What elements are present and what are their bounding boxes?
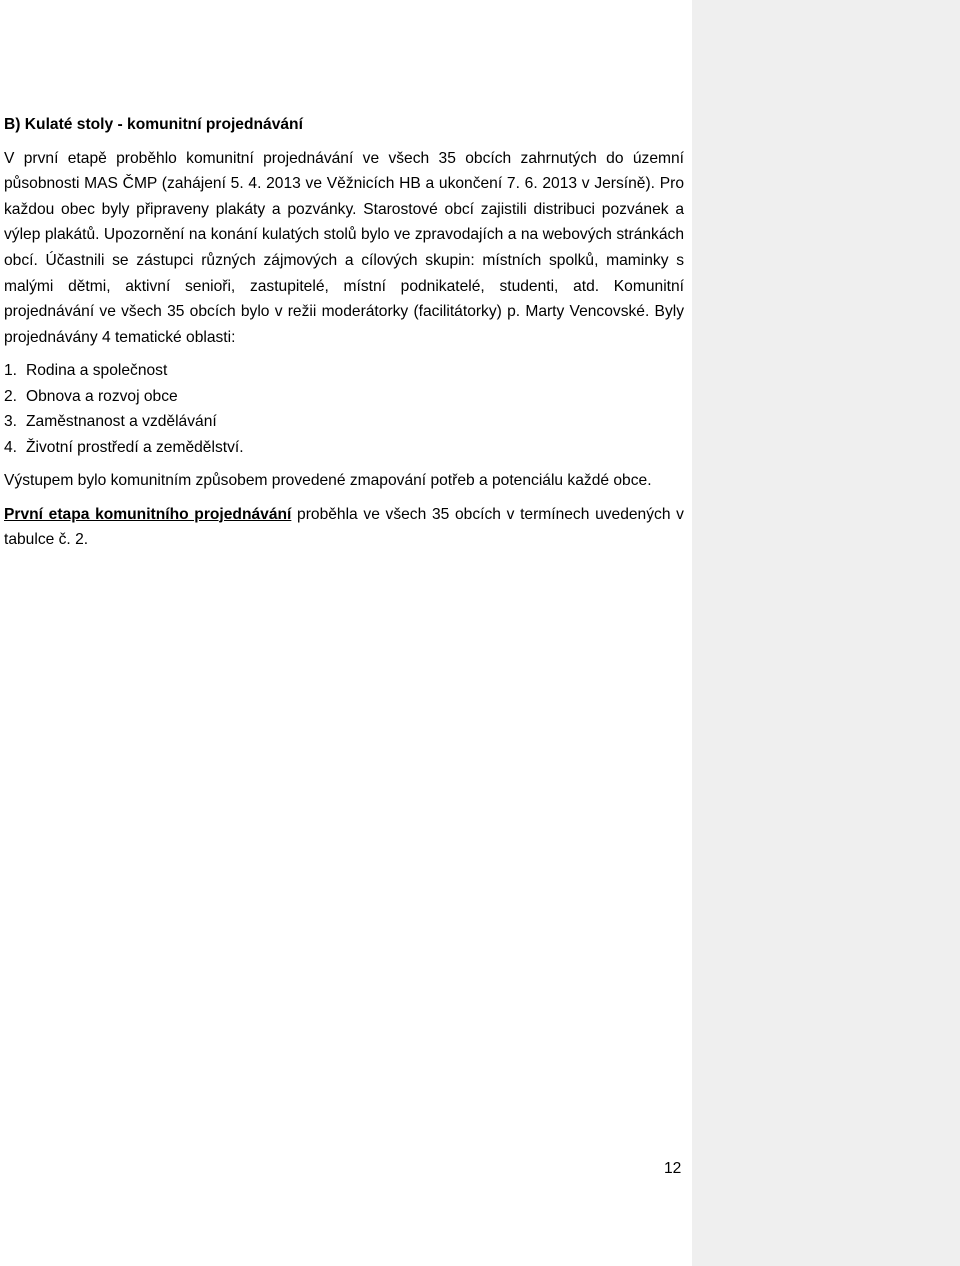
page-number: 12 bbox=[664, 1160, 682, 1177]
final-paragraph-emphasis: První etapa komunitního projednávání bbox=[4, 505, 292, 523]
list-item bbox=[4, 358, 684, 383]
list-item-label: Obnova a rozvoj obce bbox=[26, 387, 178, 405]
output-paragraph: Výstupem bylo komunitním způsobem provedené zmapování potřeb a potenciálu každé obce. bbox=[4, 471, 652, 489]
document-page bbox=[4, 112, 684, 561]
list-item bbox=[4, 409, 684, 434]
list-item bbox=[4, 435, 684, 460]
final-paragraph bbox=[4, 502, 684, 553]
intro-paragraph: V první etapě proběhlo komunitní projednávání ve všech 35 obcích zahrnutých do územní působnosti MAS ČMP (zahájení 5. 4. 2013 ve Věžnicích HB a ukončení 7. 6. 2013 v Jersíně). Pro každou obec byly připraveny plakáty a pozvánky. Starostové obcí zajistili distribuci pozvánek a výlep plakátů. Upozornění na konání kulatých stolů bylo ve zpravodajích a na webových stránkách obcí. Účastnili se zástupci různých zájmových a cílových skupin: místních spolků, maminky s malými dětmi, aktivní senioři, zastupitelé, místní podnikatelé, studenti, atd. Komunitní projednávání ve všech 35 obcích bylo v režii moderátorky (facilitátorky) p. Marty Vencovské. Byly projednávány 4 tematické oblasti: bbox=[4, 149, 684, 346]
list-item-number: 2. bbox=[4, 387, 18, 405]
section-heading: B) Kulaté stoly - komunitní projednávání bbox=[4, 116, 303, 133]
list-item-label: Zaměstnanost a vzdělávání bbox=[26, 413, 217, 431]
list-item-label: Rodina a společnost bbox=[26, 362, 168, 380]
list-item-number: 3. bbox=[4, 413, 18, 431]
list-item-number: 4. bbox=[4, 438, 18, 456]
list-item-label: Životní prostředí a zemědělství. bbox=[26, 438, 244, 456]
list-item bbox=[4, 384, 684, 409]
final-paragraph-rest: proběhla ve všech 35 obcích v termínech uvedených v tabulce č. 2. bbox=[4, 505, 684, 549]
comment-margin-pane bbox=[692, 0, 960, 1266]
list-item-number: 1. bbox=[4, 362, 18, 380]
topic-list bbox=[4, 358, 684, 460]
